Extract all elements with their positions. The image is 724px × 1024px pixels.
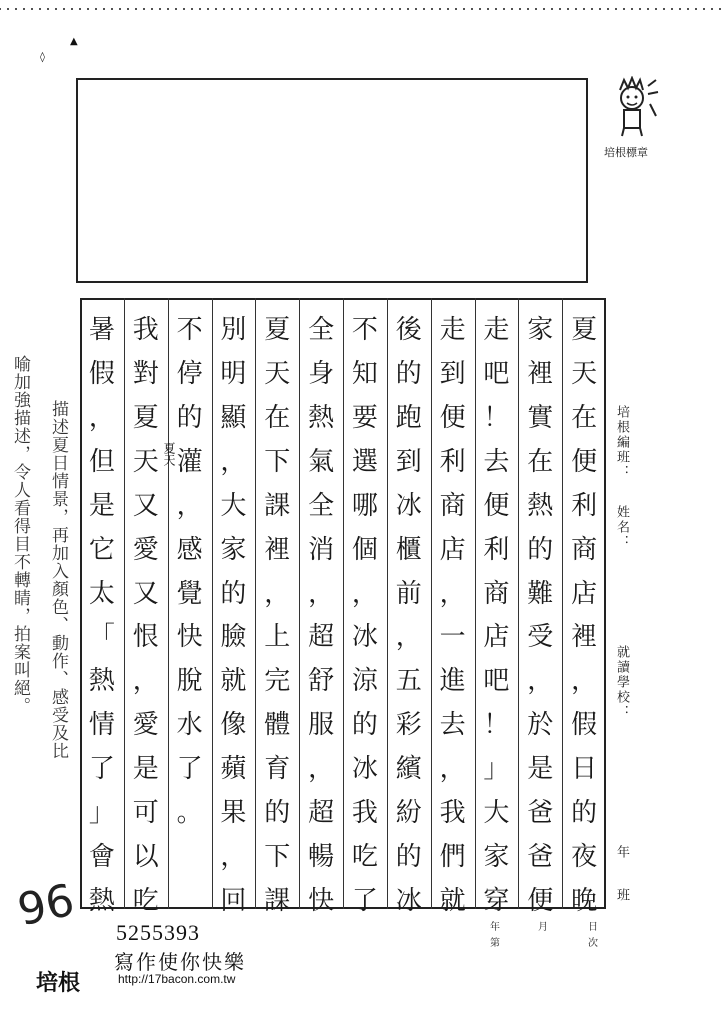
essay-char: 熱: [88, 886, 115, 916]
essay-char: 停: [176, 358, 203, 389]
essay-char: 一: [439, 622, 466, 653]
essay-char: 店: [571, 578, 598, 609]
essay-char: 家: [220, 534, 247, 565]
illustration-box: [76, 78, 588, 283]
essay-char: 於: [527, 710, 554, 741]
essay-char: 不: [176, 315, 203, 345]
essay-char: 像: [220, 710, 247, 741]
essay-char: ，: [527, 666, 554, 697]
essay-char: 感: [176, 534, 203, 565]
teacher-comment-1: 描述夏日情景，再加入顏色、動作、感受及比: [48, 400, 68, 760]
essay-char: 利: [483, 534, 510, 565]
essay-char: 夜: [571, 842, 598, 873]
essay-char: 就: [220, 666, 247, 697]
essay-char: 不: [351, 315, 378, 345]
essay-char: 超: [308, 798, 335, 829]
essay-char: 快: [176, 622, 203, 653]
essay-char: 繽: [395, 754, 422, 785]
essay-char: 個: [351, 534, 378, 565]
essay-char: 實: [527, 402, 554, 433]
essay-char: 完: [264, 666, 291, 697]
essay-char: 選: [351, 446, 378, 477]
essay-char: 」: [483, 754, 510, 785]
essay-char: 「: [88, 622, 115, 653]
essay-char: 前: [395, 578, 422, 609]
essay-char: 大: [483, 798, 510, 829]
essay-char: 舒: [308, 666, 335, 697]
essay-char: 是: [132, 754, 159, 785]
essay-char: 日: [571, 754, 598, 785]
essay-char: 的: [395, 358, 422, 389]
essay-char: 全: [308, 315, 335, 345]
essay-char: 裡: [527, 358, 554, 389]
essay-char: 紛: [395, 798, 422, 829]
essay-char: 到: [395, 446, 422, 477]
essay-char: 們: [439, 842, 466, 873]
essay-char: 情: [88, 710, 115, 741]
essay-char: 難: [527, 578, 554, 609]
essay-char: 利: [439, 446, 466, 477]
date-month-label: 月: [538, 922, 548, 933]
essay-char: 覺: [176, 578, 203, 609]
essay-char: 下: [264, 842, 291, 873]
mascot-label: 培根標章: [604, 146, 648, 159]
essay-char: 服: [308, 710, 335, 741]
essay-char: 晚: [571, 886, 598, 916]
date-year-label: 年: [490, 922, 500, 933]
score: 96: [13, 874, 79, 937]
essay-char: 體: [264, 710, 291, 741]
essay-char: 彩: [395, 710, 422, 741]
essay-char: 吧: [483, 666, 510, 697]
essay-char: ！: [483, 710, 510, 741]
essay-char: ，: [132, 666, 159, 697]
essay-char: 知: [351, 358, 378, 389]
essay-char: 育: [264, 754, 291, 785]
essay-char: 了: [351, 886, 378, 916]
school-label: 就讀學校：: [614, 645, 629, 720]
essay-char: 吃: [351, 842, 378, 873]
essay-char: 的: [351, 710, 378, 741]
essay-char: 恨: [132, 622, 159, 653]
essay-char: 我: [439, 798, 466, 829]
order-times-label: 次: [588, 938, 598, 949]
brand-logo-text: 培根: [36, 971, 81, 996]
essay-char: 商: [439, 490, 466, 521]
essay-char: 又: [132, 490, 159, 521]
essay-char: 爸: [527, 842, 554, 873]
essay-char: 假: [88, 358, 115, 389]
essay-char: 了: [88, 754, 115, 785]
essay-char: 商: [571, 534, 598, 565]
essay-char: 脫: [176, 666, 203, 697]
essay-char: 跑: [395, 402, 422, 433]
essay-char: 熱: [308, 402, 335, 433]
grade-label: 年班: [614, 845, 629, 931]
essay-char: 是: [527, 754, 554, 785]
phone-number: 5255393: [116, 920, 200, 945]
essay-char: 愛: [132, 710, 159, 741]
essay-char: 五: [395, 666, 422, 697]
essay-char: 在: [264, 402, 291, 433]
essay-char: 的: [527, 534, 554, 565]
essay-char: ，: [439, 578, 466, 609]
essay-char: 在: [571, 402, 598, 433]
essay-char: 假: [571, 710, 598, 741]
essay-char: 冰: [351, 622, 378, 653]
essay-char: 到: [439, 358, 466, 389]
essay-char: 在: [527, 446, 554, 477]
essay-char: 吃: [132, 886, 159, 916]
essay-char: ，: [351, 578, 378, 609]
essay-char: 店: [483, 622, 510, 653]
essay-char: 去: [483, 446, 510, 477]
essay-char: 進: [439, 666, 466, 697]
inserted-note: 夏天: [162, 442, 176, 466]
essay-char: 哪: [351, 490, 378, 521]
essay-char: 就: [439, 886, 466, 916]
essay-char: 要: [351, 402, 378, 433]
essay-char: 明: [220, 358, 247, 389]
teacher-comment-2: 喻加強描述，令人看得目不轉睛，拍案叫絕。: [10, 355, 30, 715]
essay-char: 暢: [308, 842, 335, 873]
mascot-logo: [610, 76, 660, 138]
essay-char: 但: [88, 446, 115, 477]
essay-char: ，: [571, 666, 598, 697]
essay-char: ，: [308, 754, 335, 785]
essay-char: 店: [439, 534, 466, 565]
essay-char: 便: [571, 446, 598, 477]
essay-char: 天: [571, 358, 598, 389]
essay-char: 穿: [483, 886, 510, 916]
essay-char: 大: [220, 490, 247, 521]
essay-char: ，: [264, 578, 291, 609]
essay-char: 超: [308, 622, 335, 653]
essay-char: 快: [308, 886, 335, 916]
essay-char: 裡: [264, 534, 291, 565]
essay-char: 的: [176, 402, 203, 433]
essay-char: 以: [132, 842, 159, 873]
essay-char: 夏: [264, 315, 291, 345]
essay-char: 灌: [176, 446, 203, 477]
essay-char: ，: [439, 754, 466, 785]
essay-char: ，: [395, 622, 422, 653]
essay-char: 走: [483, 315, 510, 345]
essay-char: 氣: [308, 446, 335, 477]
essay-char: 的: [571, 798, 598, 829]
essay-char: 顯: [220, 402, 247, 433]
essay-char: 櫃: [395, 534, 422, 565]
essay-char: 便: [483, 490, 510, 521]
essay-char: 課: [264, 886, 291, 916]
essay-char: 裡: [571, 622, 598, 653]
essay-char: 身: [308, 358, 335, 389]
perforation-dots: [0, 0, 724, 14]
essay-char: 去: [439, 710, 466, 741]
essay-char: 是: [88, 490, 115, 521]
essay-char: 下: [264, 446, 291, 477]
essay-char: 對: [132, 358, 159, 389]
name-label: 姓名：: [614, 505, 629, 550]
essay-char: ，: [220, 842, 247, 873]
essay-char: 夏: [571, 315, 598, 345]
essay-char: 上: [264, 622, 291, 653]
punch-mark: ◊: [40, 52, 45, 63]
website-url: http://17bacon.com.tw: [118, 972, 236, 986]
essay-char: 太: [88, 578, 115, 609]
essay-char: 吧: [483, 358, 510, 389]
essay-char: 我: [132, 315, 159, 345]
essay-char: 臉: [220, 622, 247, 653]
essay-char: ，: [308, 578, 335, 609]
essay-char: 走: [439, 315, 466, 345]
essay-char: 冰: [395, 490, 422, 521]
essay-char: 我: [351, 798, 378, 829]
essay-char: 家: [483, 842, 510, 873]
essay-char: ，: [88, 402, 115, 433]
essay-char: 愛: [132, 534, 159, 565]
essay-char: 熱: [88, 666, 115, 697]
essay-char: ！: [483, 402, 510, 433]
essay-char: 家: [527, 315, 554, 345]
essay-char: 受: [527, 622, 554, 653]
essay-char: 冰: [395, 886, 422, 916]
essay-char: 的: [395, 842, 422, 873]
essay-char: 」: [88, 798, 115, 829]
essay-char: ，: [176, 490, 203, 521]
essay-char: 課: [264, 490, 291, 521]
essay-char: 別: [220, 315, 247, 345]
punch-mark: ▲: [70, 36, 78, 47]
essay-char: 蘋: [220, 754, 247, 785]
date-day-label: 日: [588, 922, 598, 933]
class-label: 培根編班：: [614, 405, 629, 480]
essay-char: 涼: [351, 666, 378, 697]
essay-char: 會: [88, 842, 115, 873]
essay-char: 全: [308, 490, 335, 521]
essay-char: 天: [132, 446, 159, 477]
essay-char: ，: [220, 446, 247, 477]
essay-char: 後: [395, 315, 422, 345]
slogan: 寫作使你快樂: [114, 950, 246, 974]
essay-char: 商: [483, 578, 510, 609]
essay-char: 可: [132, 798, 159, 829]
essay-char: 的: [220, 578, 247, 609]
essay-char: 夏: [132, 402, 159, 433]
essay-char: 它: [88, 534, 115, 565]
essay-char: 又: [132, 578, 159, 609]
essay-char: 。: [176, 798, 203, 829]
essay-char: 暑: [88, 315, 115, 345]
essay-char: 回: [220, 886, 247, 916]
essay-char: 了: [176, 754, 203, 785]
essay-char: 水: [176, 710, 203, 741]
essay-char: 的: [264, 798, 291, 829]
essay-char: 天: [264, 358, 291, 389]
essay-char: 利: [571, 490, 598, 521]
essay-char: 熱: [527, 490, 554, 521]
essay-char: 冰: [351, 754, 378, 785]
essay-char: 爸: [527, 798, 554, 829]
essay-char: 便: [527, 886, 554, 916]
essay-char: 果: [220, 798, 247, 829]
order-first-label: 第: [490, 938, 500, 949]
essay-char: 消: [308, 534, 335, 565]
essay-char: 便: [439, 402, 466, 433]
